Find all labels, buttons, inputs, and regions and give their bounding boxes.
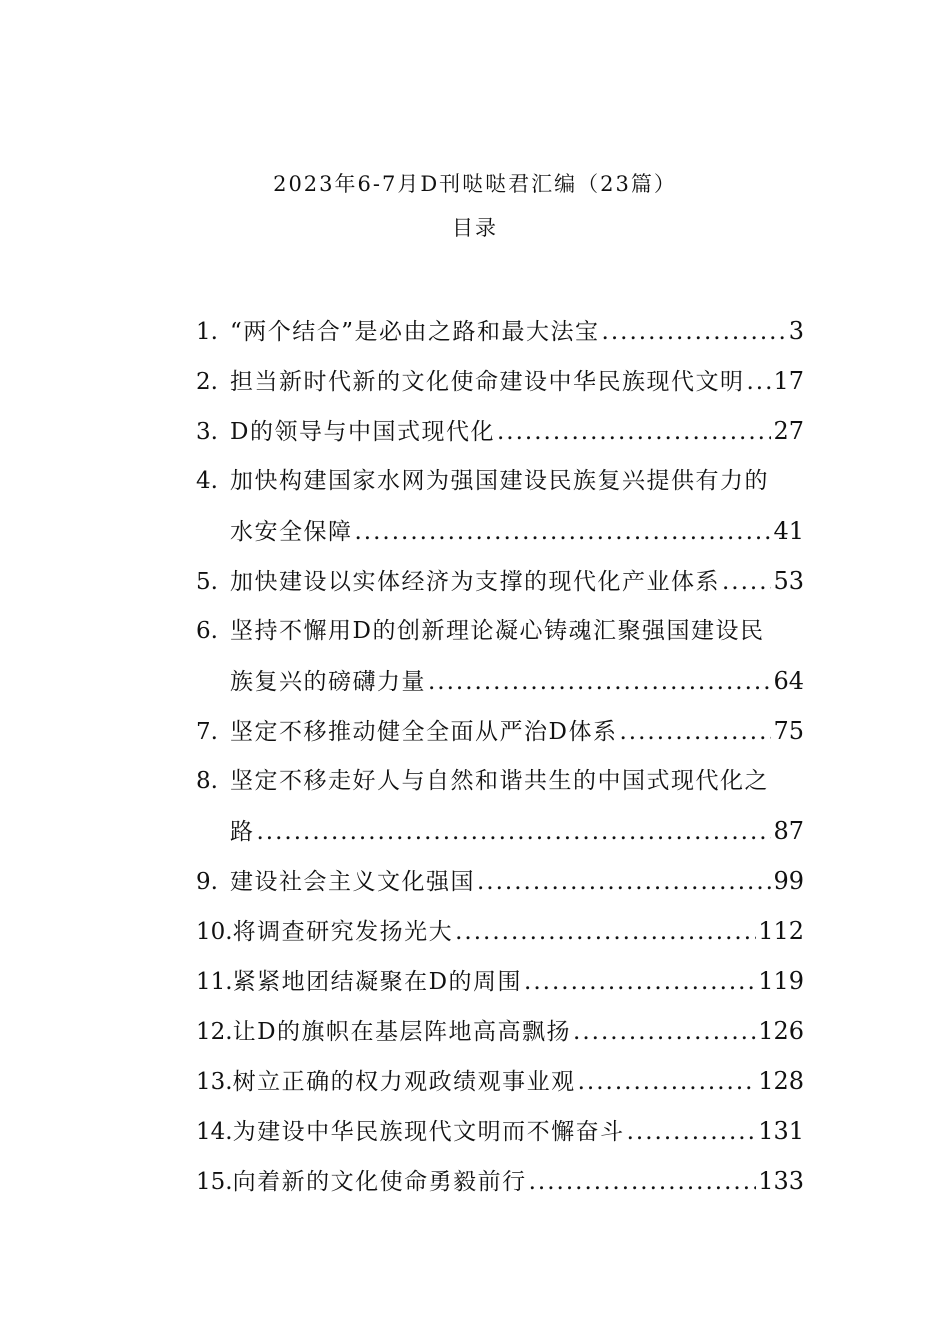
document-title: 2023年6-7月D刊哒哒君汇编（23篇）: [273, 172, 677, 196]
toc-entry[interactable]: [196, 556, 804, 606]
toc-page-number: 17: [773, 367, 804, 395]
toc-dot-leader: [627, 1107, 757, 1156]
toc-dot-leader: [524, 957, 756, 1006]
toc-dot-leader: [747, 357, 772, 406]
toc-entry[interactable]: [196, 456, 804, 506]
toc-dot-leader: [355, 507, 772, 556]
toc-entry[interactable]: [196, 356, 804, 406]
toc-entry-number: 1.: [196, 319, 218, 345]
toc-dot-leader: [602, 307, 787, 356]
toc-entry-title: 路: [230, 819, 255, 845]
toc-entry[interactable]: [196, 606, 804, 656]
toc-page-number: 131: [758, 1117, 804, 1145]
toc-page-number: 128: [758, 1067, 804, 1095]
toc-entry[interactable]: [196, 306, 804, 356]
toc-page-number: 53: [773, 567, 804, 595]
toc-dot-leader: [497, 407, 772, 456]
toc-entry-title: 树立正确的权力观政绩观事业观: [232, 1069, 576, 1095]
toc-entry-title: 加快建设以实体经济为支撑的现代化产业体系: [230, 569, 720, 595]
toc-entry-title: 建设社会主义文化强国: [230, 869, 475, 895]
toc-entry-title: 紧紧地团结凝聚在D的周围: [232, 969, 523, 995]
toc-entry[interactable]: [196, 806, 804, 856]
toc-entry-number: 6.: [196, 618, 218, 644]
toc-entry-number: 14.: [196, 1119, 233, 1145]
toc-heading: 目录: [452, 216, 498, 240]
toc-entry-number: 13.: [196, 1069, 233, 1095]
toc-dot-leader: [619, 707, 771, 756]
toc-entry-title: 加快构建国家水网为强国建设民族复兴提供有力的: [230, 468, 769, 494]
toc-dot-leader: [428, 657, 771, 706]
toc-entry[interactable]: [196, 1156, 804, 1206]
toc-entry[interactable]: [196, 956, 804, 1006]
toc-entry-title: 为建设中华民族现代文明而不懈奋斗: [232, 1119, 625, 1145]
toc-dot-leader: [477, 857, 771, 906]
toc-entry[interactable]: [196, 1006, 804, 1056]
toc-entry-number: 11.: [196, 969, 233, 995]
toc-entry-title: 水安全保障: [230, 519, 353, 545]
toc-dot-leader: [578, 1057, 757, 1106]
toc-page-number: 64: [773, 667, 804, 695]
toc-page-number: 119: [758, 967, 804, 995]
toc-entry-number: 8.: [196, 768, 218, 794]
table-of-contents: [196, 306, 804, 1206]
toc-page-number: 75: [773, 717, 804, 745]
toc-entry-title: “两个结合”是必由之路和最大法宝: [230, 319, 600, 345]
toc-entry[interactable]: [196, 1106, 804, 1156]
toc-entry[interactable]: [196, 406, 804, 456]
toc-entry[interactable]: [196, 706, 804, 756]
toc-page-number: 87: [773, 817, 804, 845]
toc-entry-title: 担当新时代新的文化使命建设中华民族现代文明: [230, 369, 745, 395]
toc-entry[interactable]: [196, 1056, 804, 1106]
toc-page-number: 133: [758, 1167, 804, 1195]
toc-entry[interactable]: [196, 906, 804, 956]
toc-dot-leader: [722, 557, 771, 606]
toc-entry-title: 向着新的文化使命勇毅前行: [232, 1169, 527, 1195]
toc-page-number: 126: [758, 1017, 804, 1045]
toc-entry-title: 坚持不懈用D的创新理论凝心铸魂汇聚强国建设民: [230, 618, 765, 644]
toc-page-number: 41: [773, 517, 804, 545]
toc-entry-number: 5.: [196, 569, 218, 595]
toc-page-number: 27: [773, 417, 804, 445]
toc-entry[interactable]: [196, 506, 804, 556]
toc-entry-title: 将调查研究发扬光大: [232, 919, 454, 945]
toc-entry-title: D的领导与中国式现代化: [230, 419, 495, 445]
toc-entry-number: 10.: [196, 919, 233, 945]
toc-entry[interactable]: [196, 656, 804, 706]
toc-page-number: 3: [788, 317, 804, 345]
toc-entry-title: 坚定不移推动健全全面从严治D体系: [230, 719, 618, 745]
toc-dot-leader: [257, 807, 772, 856]
toc-entry-title: 让D的旗帜在基层阵地高高飘扬: [232, 1019, 572, 1045]
toc-dot-leader: [455, 907, 756, 956]
toc-page-number: 112: [758, 917, 804, 945]
toc-entry-number: 12.: [196, 1019, 233, 1045]
toc-entry-number: 3.: [196, 419, 218, 445]
toc-entry-number: 7.: [196, 719, 218, 745]
toc-entry-number: 4.: [196, 468, 218, 494]
toc-dot-leader: [573, 1007, 756, 1056]
toc-page-number: 99: [773, 867, 804, 895]
toc-entry[interactable]: [196, 856, 804, 906]
toc-entry-number: 15.: [196, 1169, 233, 1195]
toc-entry-number: 2.: [196, 369, 218, 395]
toc-entry[interactable]: [196, 756, 804, 806]
toc-entry-title: 族复兴的磅礴力量: [230, 669, 426, 695]
toc-entry-number: 9.: [196, 869, 218, 895]
toc-entry-title: 坚定不移走好人与自然和谐共生的中国式现代化之: [230, 768, 769, 794]
toc-dot-leader: [529, 1157, 757, 1206]
